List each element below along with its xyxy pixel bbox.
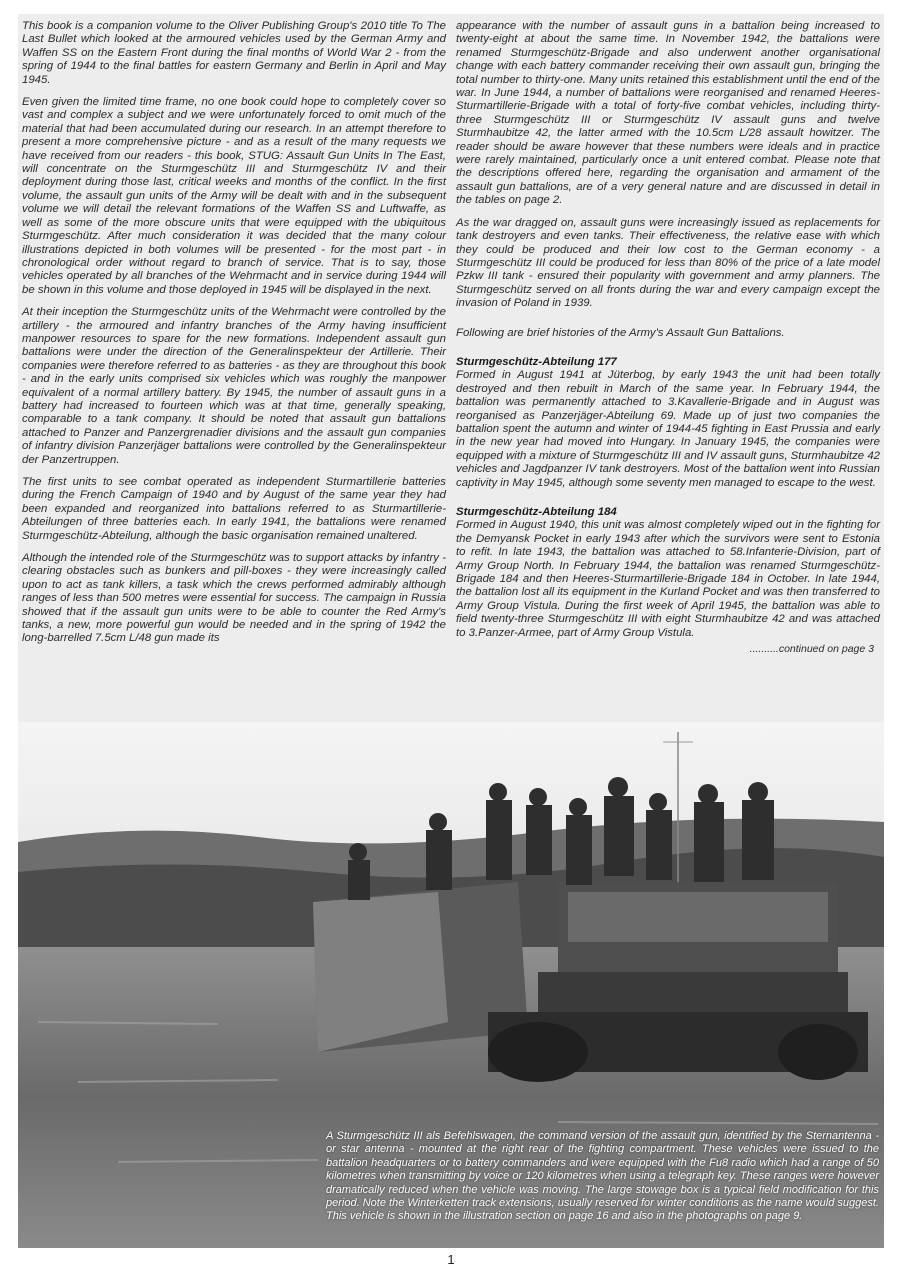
scope-paragraph: Even given the limited time frame, no one book could hope to completely cover so vast and complex a subject and we were unfortunately forced to omit much of the material that had been accumulated during our research. In an attempt therefore to present a more comprehensive picture - and as a result of the many requests we have received from our readers - this book, STUG: Assault Gun Units In The East, will concentrate on the Sturmgeschütz III and Sturmgeschütz IV and their deployment during those last, critical weeks and months of the conflict. In the first volume, the assault gun units of the Army will be dealt with and in the subsequent volume we will detail the relevant formations of the Waffen SS and Luftwaffe, as well as some of the more obscure units that were equipped with the ubiquitous Sturmgeschütz. After much consideration it was decided that the many colour illustrations depicted in both volumes will be presented - for the most part - in chronological order without regard to branch of service. That is to say, those vehicles operated by all branches of the Wehrmacht and in service during 1944 will be shown in this volume and those deployed in 1945 will be displayed in the next.	[22, 96, 446, 296]
left-column	[22, 20, 446, 655]
intro-paragraph: This book is a companion volume to the Oliver Publishing Group's 2010 title To The Last Bullet which looked at the armoured vehicles used by the German Army and Waffen SS on the Eastern Front during the final months of World War 2 - from the spring of 1944 to the final battles for eastern Germany and Berlin in April and May 1945.	[22, 20, 446, 86]
continuation-paragraph: appearance with the number of assault guns in a battalion being increased to twenty-eight at about the same time. In November 1942, the battalions were renamed Sturmgeschütz-Brigade and also underwent another organisational change with each battery commander receiving their own assault gun, bringing the total number to thirty-one. Many units retained this establishment until the end of the war. In June 1944, a number of battalions were reorganised and renamed Heeres- Sturmartillerie-Brigade with a total of forty-five combat vehicles, including thirty-three Sturmgeschütz III or Sturmgeschütz IV assault guns and twelve Sturmhaubitze 42, the latter armed with the 10.5cm L/28 assault howitzer. The reader should be aware however that these numbers were ideals and in practice were rarely maintained, particularly once a unit entered combat. Please note that the descriptions offered here, regarding the organisation and armament of the assault gun battalions, are of a very general nature and are discussed in detail in the tables on page 2.	[456, 20, 880, 207]
section-text: Formed in August 1941 at Jüterbog, by early 1943 the unit had been totally destroyed and then rebuilt in March of the same year. In February 1944, the battalion was permanently attached to 3.Kavallerie-Brigade and in August was reorganised as Panzerjäger-Abteilung 69. Made up of just two companies the battalion spent the autumn and winter of 1944-45 fighting in East Prussia and early in the new year had moved into Hungary. In January 1945, the companies were equipped with a mixture of Sturmgeschütz III and IV assault guns, Sturmhaubitze 42 vehicles and Jagdpanzer IV tank destroyers. Most of the battalion went into Russian captivity in May 1945, although some seventy men managed to escape to the west.	[456, 369, 880, 489]
section-text: Formed in August 1940, this unit was almost completely wiped out in the fighting for the Demyansk Pocket in early 1943 after which the survivors were sent to Estonia to refit. In late 1943, the battalion was attached to 58.Infanterie-Division, part of Army Group North. In February 1944, the battalion was renamed Sturmgeschütz-Brigade 184 and then Heeres-Sturmartillerie-Brigade 184 in October. In late 1944, the battalion lost all its equipment in the Kurland Pocket and was then transferred to Army Group Vistula. During the first week of April 1945, the battalion was able to field twenty-three Sturmgeschütz III with eight Sturmhaubitze 42 and was attached to 3.Panzer-Armee, part of Army Group Vistula.	[456, 519, 880, 639]
organisation-paragraph: At their inception the Sturmgeschütz units of the Wehrmacht were controlled by the artillery - the armoured and infantry branches of the Army having insufficient manpower resources to spare for the new formations. Independent assault gun battalions were under the direction of the Generalinspekteur der Artillerie. Their companies were therefore referred to as batteries - as they are throughout this book - and in the early units comprised six vehicles which was roughly the manpower equivalent of a normal artillery battery. By 1945, the number of assault guns in a battery had increased to fourteen which was at that time, generally speaking, comparable to a tank company. It should be noted that assault gun battalions attached to Panzer and Panzergrenadier divisions and the assault gun companies of infantry division Panzerjäger battalions were controlled by the Generalinspekteur der Panzertruppen.	[22, 306, 446, 466]
page-number: 1	[447, 1252, 455, 1267]
photo-caption: A Sturmgeschütz III als Befehlswagen, the command version of the assault gun, identified by the Sternantenna - or star antenna - mounted at the right rear of the fighting compartment. These vehicles were issued to the battalion headquarters or to battery commanders and were equipped with the Fu8 radio which had a range of 50 kilometres when transmitting by voice or 120 kilometres when using a telegraph key. These ranges were however dramatically reduced when the vehicle was moving. The large stowage box is a typical field modification for this period. Note the Winterketten track extensions, usually reserved for winter conditions as the name would suggest. This vehicle is shown in the illustration section on page 16 and also in the photographs on page 9.	[326, 1130, 879, 1223]
first-units-paragraph: The first units to see combat operated as independent Sturmartillerie batteries during the French Campaign of 1940 and by August of the same year they had been expanded and reorganized into battalions referred to as Sturmartillerie-Abteilungen of three batteries each. In early 1941, the battalions were renamed Sturmgeschütz-Abteilung, although the basic organisation remained unaltered.	[22, 476, 446, 542]
continued-note: ..........continued on page 3	[749, 643, 874, 656]
replacements-paragraph: As the war dragged on, assault guns were increasingly issued as replacements for tank destroyers and even tanks. Their effectiveness, the relative ease with which they could be produced and their low cost to the German economy - a Sturmgeschütz III could be produced for less than 80% of the price of a late model Pzkw III tank - ensured their popularity with government and army planners. The Sturmgeschütz served on all fronts during the war and every campaign except the invasion of Poland in 1939.	[456, 216, 880, 310]
section-heading: Sturmgeschütz-Abteilung 177	[456, 355, 617, 368]
histories-intro: Following are brief histories of the Army's Assault Gun Battalions.	[456, 326, 785, 339]
right-column	[456, 20, 880, 656]
section-heading: Sturmgeschütz-Abteilung 184	[456, 506, 617, 518]
role-paragraph: Although the intended role of the Sturmgeschütz was to support attacks by infantry - clearing obstacles such as bunkers and pill-boxes - they were increasingly called upon to act as tank killers, a task which the crews performed admirably although ranges of less than 500 metres were essential for success. The campaign in Russia showed that if the assault gun units were to be able to counter the Red Army's tanks, a new, more powerful gun would be needed and in the spring of 1942 the long-barrelled 7.5cm L/48 gun made its	[22, 552, 446, 645]
